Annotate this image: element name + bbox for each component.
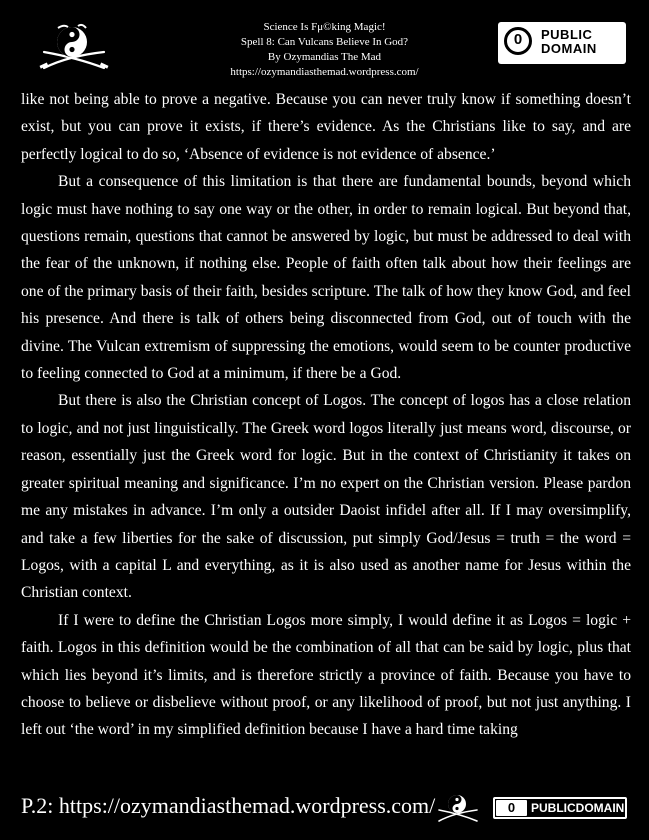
page-body	[21, 86, 631, 744]
paragraph-2: But a consequence of this limitation is that there are fundamental bounds, beyond which logic must have nothing to say one way or the other, in order to remain logical. But beyond that, questions remain, questions that cannot be answered by logic, but must be addressed to deal with the fear of the unknown, if nothing else. People of faith often talk about how their feelings are one of the primary basis of their faith, besides scripture. The talk of how they know God, and feel his presence. And there is talk of others being disconnected from God, out of touch with the divine. The Vulcan extremism of suppressing the emotions, would seem to be counter productive to feeling connected to God at a minimum, if there be a God.	[21, 173, 631, 383]
header-author: By Ozymandias The Mad	[267, 51, 382, 63]
header-title-block	[140, 20, 509, 80]
paragraph-4: If I were to define the Christian Logos more simply, I would define it as Logos = logic + faith. Logos in this definition would be the combination of all that can be said by logic, plus that which lies beyond it’s limits, and is therefore strictly a province of faith. Because you have to choose to believe or disbelieve without proof, or any likelihood of proof, but not just anything. I left out ‘the word’ in my simplified definition because I have a hard time taking	[21, 611, 631, 739]
footer-public-domain-label: PUBLICDOMAIN	[531, 801, 625, 815]
paragraph-1: like not being able to prove a negative. Because you can never truly know if something doesn’t exist, but you can prove it exists, if there’s evidence. As the Christians like to say, and are perfectly logical to do so, ‘Absence of evidence is not evidence of absence.’	[21, 91, 631, 163]
public-domain-icon: 0	[504, 27, 532, 55]
header-url[interactable]: https://ozymandiasthemad.wordpress.com/	[230, 66, 419, 78]
header-spell-title: Spell 8: Can Vulcans Believe In God?	[240, 36, 409, 48]
header-book-title: Science Is Fμ©king Magic!	[263, 21, 386, 33]
page-header	[0, 0, 649, 88]
footer-jolly-roger-yin-yang-icon	[436, 792, 480, 824]
jolly-roger-yin-yang-icon	[38, 22, 110, 74]
paragraph-3: But there is also the Christian concept of Logos. The concept of logos has a close relation to logic, and not just linguistically. The Greek word logos literally just means word, discourse, or reason, essentially just the Greek word for logic. But in the context of Christianity it takes on greater spiritual meaning and significance. I’m no expert on the Christian version. Please pardon me any mistakes in advance. I’m only a outsider Daoist infidel after all. If I may oversimplify, and take a few liberties for the sake of discussion, put simply God/Jesus = truth = the word = Logos, with a capital L and everything, as it is also used as another name for Jesus within the Christian context.	[21, 392, 631, 602]
public-domain-badge	[498, 22, 626, 64]
footer-public-domain-icon: 0	[496, 800, 527, 816]
public-domain-label: PUBLIC DOMAIN	[541, 27, 597, 56]
footer-public-domain-badge	[493, 797, 627, 819]
footer-page-label[interactable]: P.2: https://ozymandiasthemad.wordpress.com/	[21, 793, 436, 818]
